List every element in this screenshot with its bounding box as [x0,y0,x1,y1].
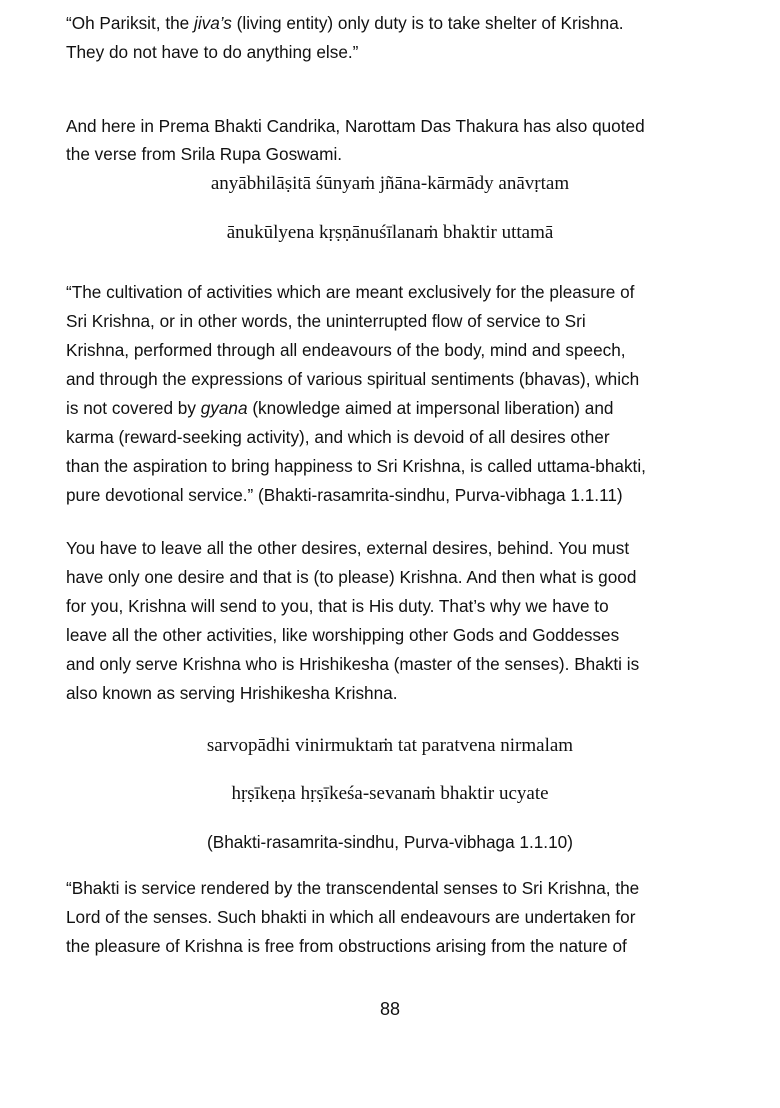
text-span: leave all the other activities, like worshipping other Gods and Goddesses [66,625,620,645]
text-line [66,595,609,617]
text-line [66,41,358,63]
text-line [66,397,613,419]
text-line [66,12,624,34]
text-line [66,339,626,361]
text-span: is not covered by [66,398,201,418]
text-line [66,368,639,390]
text-span: for you, Krishna will send to you, that is His duty. That’s why we have to [66,596,609,616]
text-line [66,143,342,165]
text-span: karma (reward-seeking activity), and which is devoid of all desires other [66,427,610,447]
text-line [66,877,639,899]
text-span: (living entity) only duty is to take shelter of Krishna. [231,13,624,33]
text-line [66,624,619,646]
text-line [66,455,646,477]
text-line [66,537,629,559]
text-span: “The cultivation of activities which are meant exclusively for the pleasure of [66,282,635,302]
text-span: And here in Prema Bhakti Candrika, Narottam Das Thakura has also quoted [66,116,645,136]
text-line [66,682,398,704]
text-line [66,906,635,928]
text-line [66,281,634,303]
text-span: (knowledge aimed at impersonal liberation) and [247,398,614,418]
text-line [66,566,636,588]
verse-line: ānukūlyena kṛṣṇānuśīlanaṁ bhaktir uttamā [226,222,554,243]
verse-citation: (Bhakti-rasamrita-sindhu, Purva-vibhaga 1.1.10) [207,832,573,852]
text-line [66,310,586,332]
text-span: and through the expressions of various spiritual sentiments (bhavas), which [66,369,640,389]
verse-line: sarvopādhi vinirmuktaṁ tat paratvena nirmalam [206,735,574,756]
text-span: “Bhakti is service rendered by the transcendental senses to Sri Krishna, the [66,878,640,898]
text-span: You have to leave all the other desires, external desires, behind. You must [66,538,630,558]
text-line [66,484,623,506]
text-line [66,426,610,448]
text-span: They do not have to do anything else.” [66,42,359,62]
verse-line: anyābhilāṣitā śūnyaṁ jñāna-kārmādy anāvṛtam [210,173,570,194]
text-line [66,935,627,957]
text-span: pure devotional service.” (Bhakti-rasamrita-sindhu, Purva-vibhaga 1.1.11) [66,485,623,505]
italic-term: gyana [200,398,248,418]
text-span: also known as serving Hrishikesha Krishna. [66,683,398,703]
text-span: the verse from Srila Rupa Goswami. [66,144,343,164]
text-line [66,115,645,137]
italic-term: jiva’s [194,13,232,33]
text-span: and only serve Krishna who is Hrishikesha (master of the senses). Bhakti is [66,654,640,674]
text-line [66,653,639,675]
text-span: the pleasure of Krishna is free from obstructions arising from the nature of [66,936,627,956]
text-span: “Oh Pariksit, the [66,13,194,33]
text-span: Lord of the senses. Such bhakti in which all endeavours are undertaken for [66,907,636,927]
verse-line: hṛṣīkeṇa hṛṣīkeśa-sevanaṁ bhaktir ucyate [231,783,549,804]
text-span: than the aspiration to bring happiness to Sri Krishna, is called uttama-bhakti, [66,456,646,476]
text-span: Sri Krishna, or in other words, the uninterrupted flow of service to Sri [66,311,586,331]
text-span: Krishna, performed through all endeavours of the body, mind and speech, [66,340,626,360]
text-span: have only one desire and that is (to please) Krishna. And then what is good [66,567,637,587]
page-number: 88 [379,999,401,1019]
